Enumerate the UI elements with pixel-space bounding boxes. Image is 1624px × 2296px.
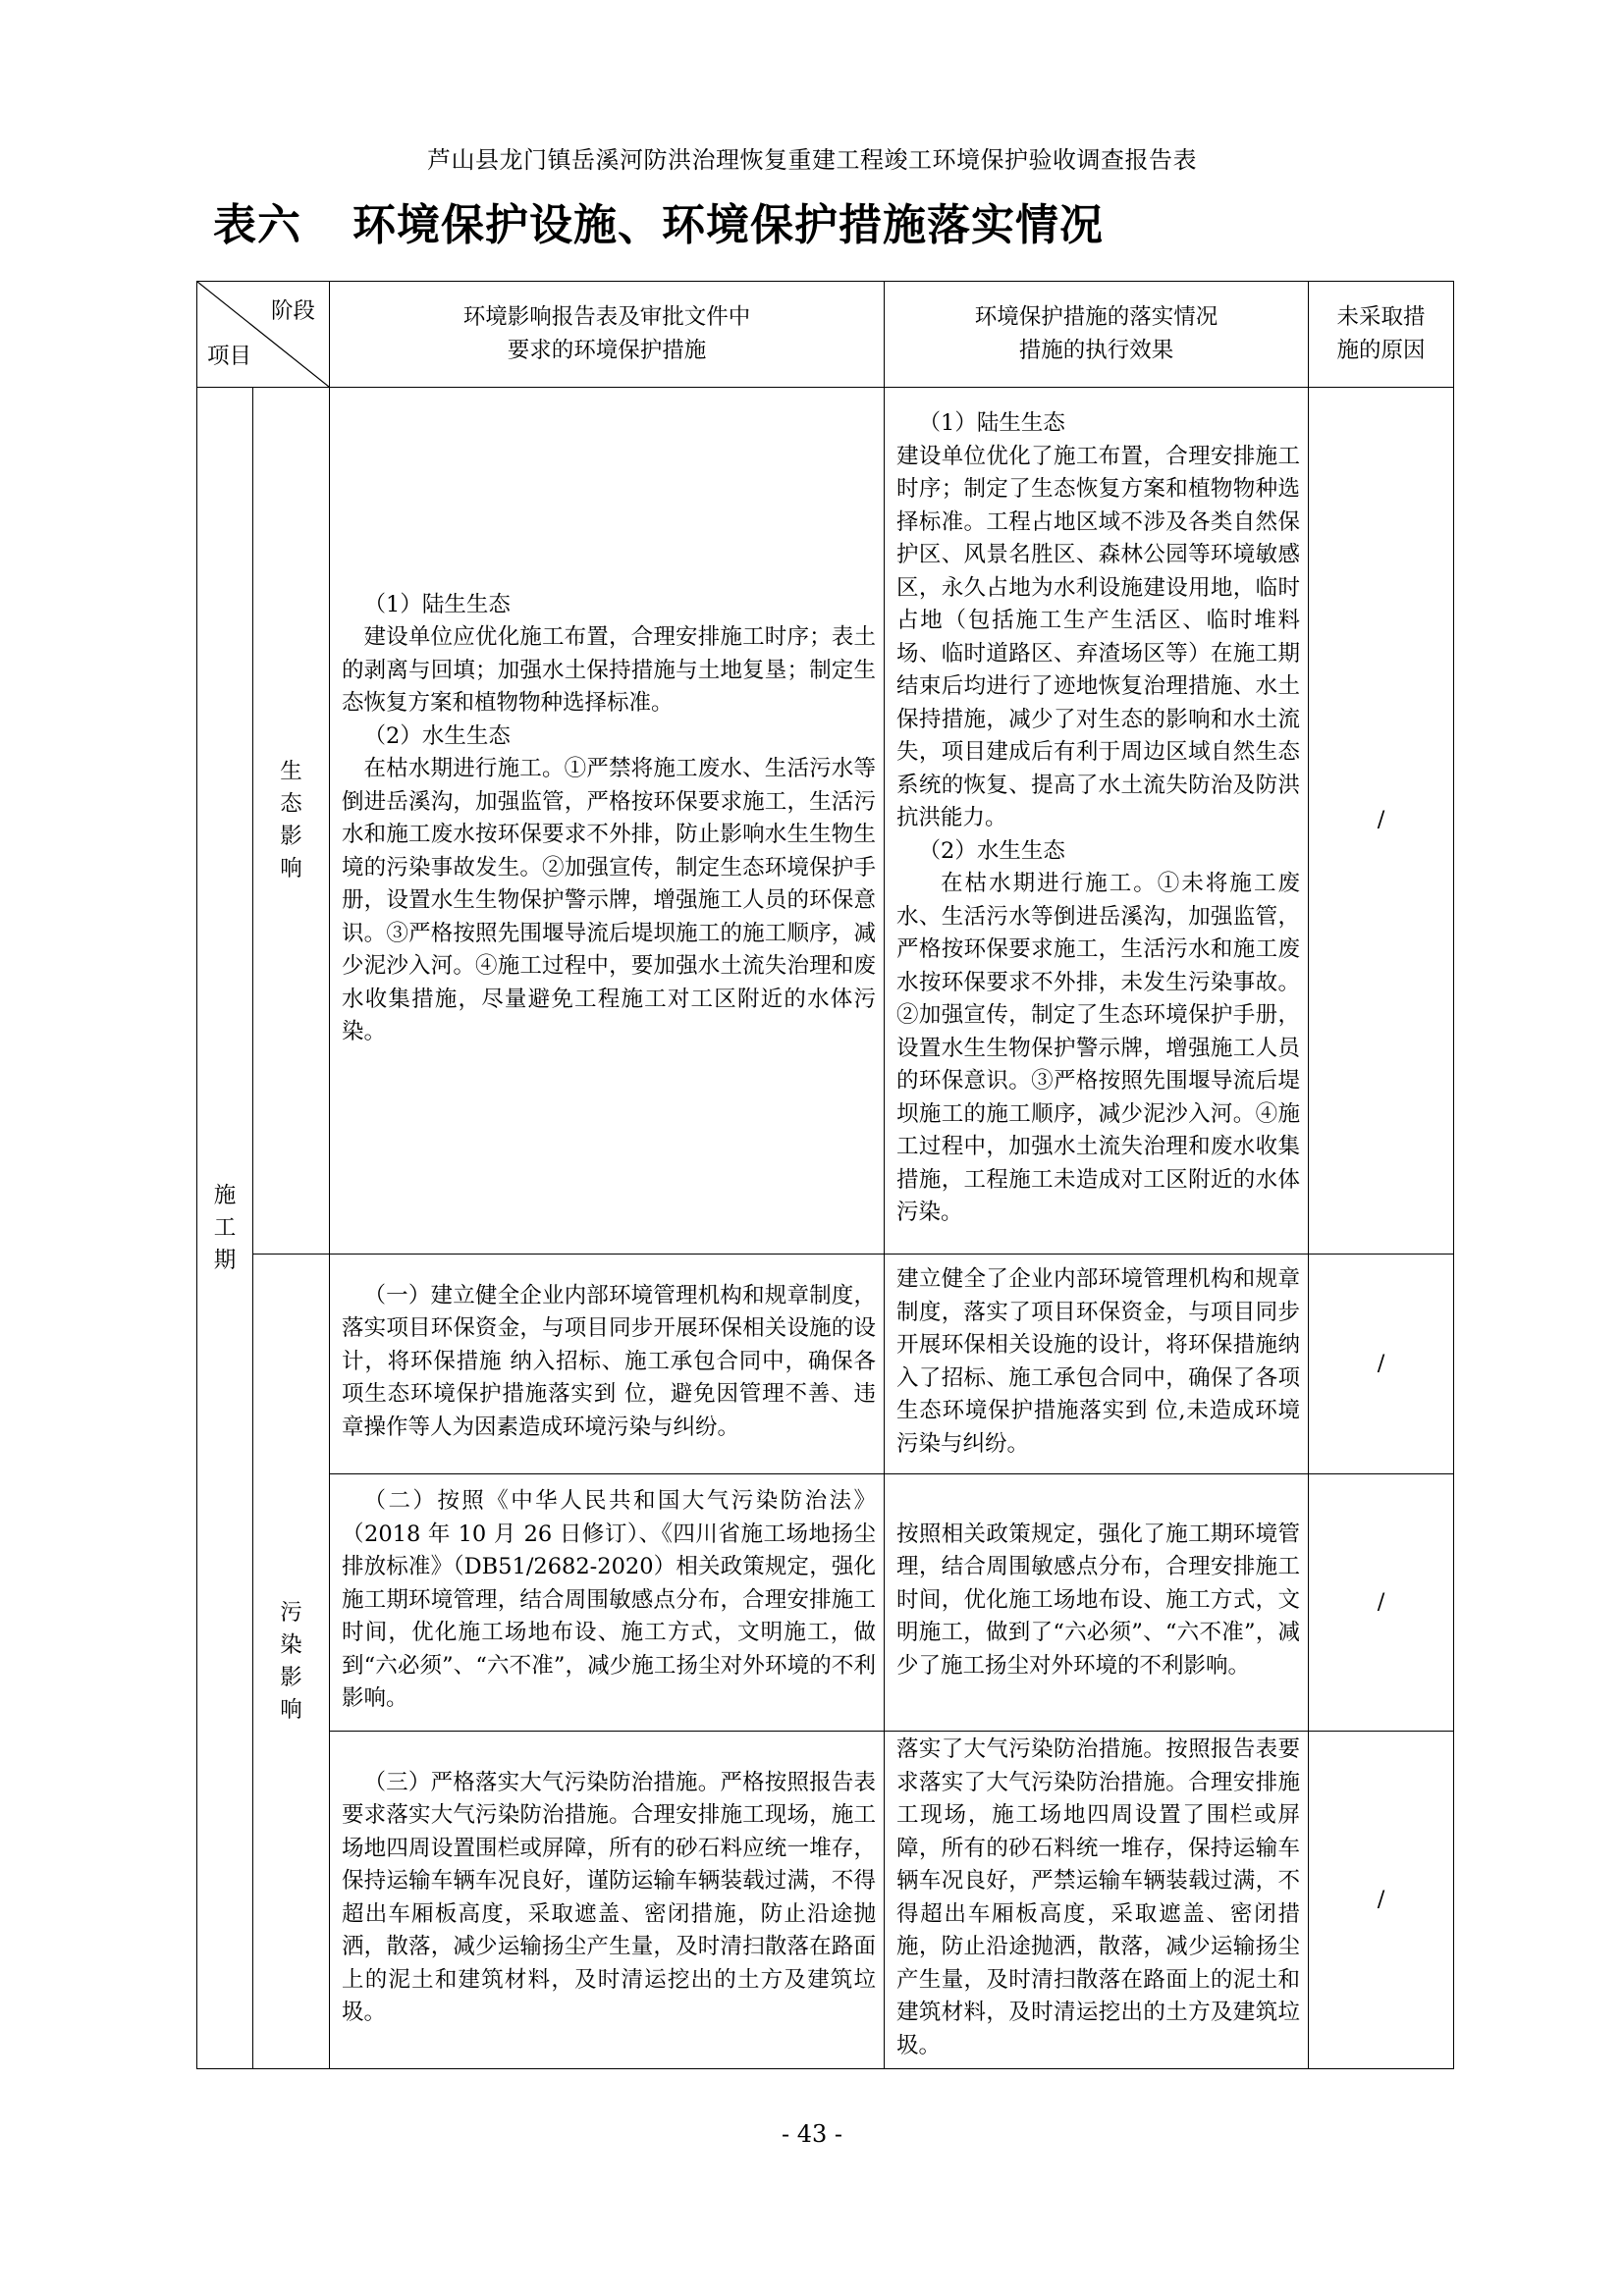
- table-title: 环境保护设施、环境保护措施落实情况: [352, 200, 1104, 250]
- header-reason-line2: 施的原因: [1336, 337, 1426, 363]
- category-char: 生: [280, 759, 302, 784]
- header-requirements-line2: 要求的环境保护措施: [507, 337, 707, 363]
- eco-requirements: [330, 388, 885, 1255]
- eco-implementation: [885, 388, 1309, 1255]
- table-header-row: [197, 282, 1454, 388]
- page-title: [213, 189, 1104, 252]
- corner-stage-label: 阶段: [270, 298, 315, 324]
- section-heading: （2）水生生态: [918, 837, 1065, 864]
- paragraph: （二）按照《中华人民共和国大气污染防治法》（2018 年 10 月 26 日修订）、《四川省施工场地扬尘排放标准》（DB51/2682-2020）相关政策规定，强化施工期环境管理，结合周围敏感点分布，合理安排施工时间，优化施工场地布设、施工方式，文明施工，做到“六必须”、“六不准”，减少施工扬尘对外环境的不利影响。: [342, 1488, 876, 1712]
- pollution-3-implementation: [885, 1732, 1309, 2069]
- section-heading: （2）水生生态: [363, 722, 511, 749]
- category-char: 影: [280, 824, 302, 849]
- period-char: 工: [213, 1214, 237, 1241]
- pollution-2-implementation: [885, 1474, 1309, 1732]
- category-char: 响: [280, 1696, 302, 1723]
- category-eco: [253, 388, 330, 1255]
- section-heading: （1）陆生生态: [363, 591, 511, 617]
- category-pollution: [253, 1255, 330, 2069]
- paragraph: 建立健全了企业内部环境管理机构和规章制度，落实了项目环保资金，与项目同步开展环保相关设施的设计，将环保措施纳入了招标、施工承包合同中，确保了各项生态环境保护措施落实到 位,未造成环境污染与纠纷。: [896, 1266, 1300, 1457]
- pollution-2-requirements: [330, 1474, 885, 1732]
- eco-reason: /: [1309, 388, 1454, 1255]
- header-reason: [1309, 282, 1454, 388]
- running-header: 芦山县龙门镇岳溪河防洪治理恢复重建工程竣工环境保护验收调查报告表: [427, 146, 1197, 174]
- period-char: 期: [213, 1247, 237, 1273]
- header-requirements: [330, 282, 885, 388]
- paragraph: 在枯水期进行施工。①严禁将施工废水、生活污水等倒进岳溪沟，加强监管，严格按环保要求施工，生活污水和施工废水按环保要求不外排，防止影响水生生物生境的污染事故发生。②加强宣传，制定生态环境保护手册，设置水生生物保护警示牌，增强施工人员的环保意识。③严格按照先围堰导流后堤坝施工的施工顺序，减少泥沙入河。④施工过程中，要加强水土流失治理和废水收集措施，尽量避免工程施工对工区附近的水体污染。: [342, 756, 876, 1044]
- pollution-2-reason: /: [1309, 1474, 1454, 1732]
- pollution-1-implementation: [885, 1255, 1309, 1474]
- pollution-3-reason: /: [1309, 1732, 1454, 2069]
- table-row-eco: [197, 388, 1454, 1255]
- pollution-1-requirements: [330, 1255, 885, 1474]
- header-implementation-line1: 环境保护措施的落实情况: [974, 304, 1218, 330]
- paragraph: （三）严格落实大气污染防治措施。严格按照报告表要求落实大气污染防治措施。合理安排施工现场，施工场地四周设置围栏或屏障，所有的砂石料应统一堆存，保持运输车辆车况良好，谨防运输车辆装载过满，不得超出车厢板高度，采取遮盖、密闭措施，防止沿途抛洒，散落，减少运输扬尘产生量，及时清扫散落在路面上的泥土和建筑材料，及时清运挖出的土方及建筑垃圾。: [342, 1769, 876, 2025]
- corner-item-label: 项目: [207, 343, 252, 369]
- category-char: 染: [280, 1631, 302, 1658]
- page-number: - 43 -: [781, 2120, 842, 2148]
- paragraph: 落实了大气污染防治措施。按照报告表要求落实了大气污染防治措施。合理安排施工现场，施工场地四周设置了围栏或屏障，所有的砂石料统一堆存，保持运输车辆车况良好，严禁运输车辆装载过满，不得超出车厢板高度，采取遮盖、密闭措施，防止沿途抛洒，散落，减少运输扬尘产生量，及时清扫散落在路面上的泥土和建筑材料，及时清运挖出的土方及建筑垃圾。: [896, 1736, 1300, 2058]
- header-requirements-line1: 环境影响报告表及审批文件中: [462, 304, 751, 330]
- measures-table: [196, 281, 1454, 2069]
- header-reason-line1: 未采取措: [1336, 304, 1426, 330]
- header-implementation: [885, 282, 1309, 388]
- table-row-pollution-1: [197, 1255, 1454, 1474]
- period-label: [197, 388, 253, 2069]
- section-heading: （1）陆生生态: [918, 410, 1065, 437]
- category-char: 响: [280, 856, 302, 881]
- header-implementation-line2: 措施的执行效果: [1018, 337, 1174, 363]
- paragraph: 建设单位优化了施工布置，合理安排施工时序；制定了生态恢复方案和植物物种选择标准。工程占地区域不涉及各类自然保护区、风景名胜区、森林公园等环境敏感区，永久占地为水利设施建设用地，临时占地（包括施工生产生活区、临时堆料场、临时道路区、弃渣场区等）在施工期结束后均进行了迹地恢复治理措施、水土保持措施，减少了对生态的影响和水土流失，项目建成后有利于周边区域自然生态系统的恢复、提高了水土流失防治及防洪抗洪能力。: [896, 443, 1300, 831]
- table-row-pollution-2: [197, 1474, 1454, 1732]
- category-char: 污: [280, 1599, 302, 1626]
- category-char: 影: [280, 1664, 302, 1690]
- pollution-1-reason: /: [1309, 1255, 1454, 1474]
- paragraph: （一）建立健全企业内部环境管理机构和规章制度，落实项目环保资金，与项目同步开展环保相关设施的设计，将环保措施 纳入招标、施工承包合同中，确保各项生态环境保护措施落实到 位，避免因管理不善、违章操作等人为因素造成环境污染与纠纷。: [342, 1282, 876, 1440]
- category-char: 态: [280, 791, 302, 817]
- paragraph: 建设单位应优化施工布置，合理安排施工时序；表土的剥离与回填；加强水土保持措施与土地复垦；制定生态恢复方案和植物物种选择标准。: [342, 624, 876, 716]
- corner-diagonal-cell: [197, 282, 330, 388]
- table-number: 表六: [213, 200, 301, 250]
- table-row-pollution-3: [197, 1732, 1454, 2069]
- paragraph: 按照相关政策规定，强化了施工期环境管理，结合周围敏感点分布，合理安排施工时间，优化施工场地布设、施工方式，文明施工，做到了“六必须”、“六不准”，减少了施工扬尘对外环境的不利影响。: [896, 1521, 1300, 1679]
- pollution-3-requirements: [330, 1732, 885, 2069]
- period-char: 施: [213, 1182, 237, 1208]
- paragraph: 在枯水期进行施工。①未将施工废水、生活污水等倒进岳溪沟，加强监管，严格按环保要求施工，生活污水和施工废水按环保要求不外排，未发生污染事故。②加强宣传，制定了生态环境保护手册，设置水生生物保护警示牌，增强施工人员的环保意识。③严格按照先围堰导流后堤坝施工的施工顺序，减少泥沙入河。④施工过程中，加强水土流失治理和废水收集措施，工程施工未造成对工区附近的水体污染。: [896, 871, 1300, 1226]
